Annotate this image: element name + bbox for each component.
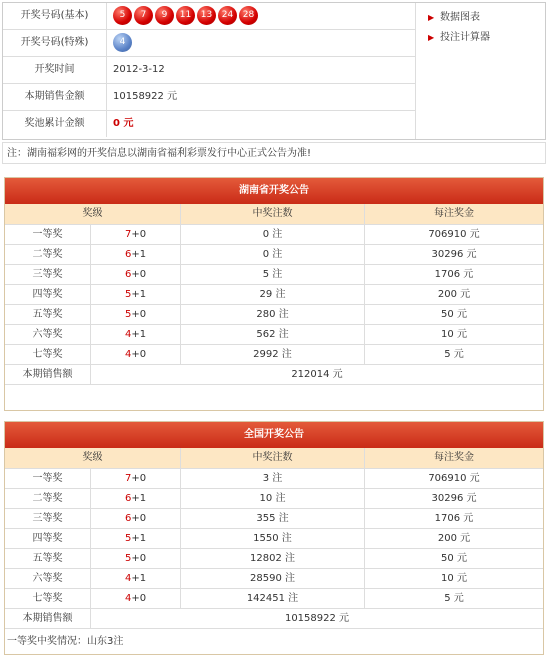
prize-amount: 706910 元 (428, 473, 480, 484)
match-rule: 5+0 (91, 549, 181, 568)
winner-count: 3 注 (181, 469, 365, 488)
sales-total-label: 本期销售额 (5, 609, 91, 628)
table-row (5, 548, 543, 568)
prize-amount: 30296 元 (431, 493, 477, 504)
match-rule: 5+0 (91, 305, 181, 324)
winner-count: 355 注 (181, 509, 365, 528)
table-row (5, 284, 543, 304)
red-ball: 24 (218, 6, 237, 25)
prize-amount: 10 元 (441, 329, 467, 340)
table-row (5, 468, 543, 488)
winner-count: 562 注 (181, 325, 365, 344)
header-level: 奖级 (5, 448, 181, 468)
special-number-label: 开奖号码(特殊) (3, 30, 107, 56)
match-rule: 5+1 (91, 285, 181, 304)
prize-level: 四等奖 (5, 285, 91, 304)
prize-level: 五等奖 (5, 549, 91, 568)
prize-level: 三等奖 (5, 509, 91, 528)
winner-count: 28590 注 (181, 569, 365, 588)
table-row (5, 244, 543, 264)
table-row (5, 224, 543, 244)
red-ball: 5 (113, 6, 132, 25)
prize-amount: 200 元 (437, 289, 471, 300)
table-footer (5, 384, 543, 410)
bet-calculator-link[interactable] (428, 31, 490, 45)
prize-amount: 5 元 (444, 593, 464, 604)
match-rule: 7+0 (91, 225, 181, 244)
triangle-right-icon: ▶ (428, 13, 435, 22)
prize-amount: 50 元 (441, 553, 467, 564)
prize-level: 七等奖 (5, 345, 91, 364)
winner-count: 1550 注 (181, 529, 365, 548)
table-header-row (5, 448, 543, 468)
basic-number-label: 开奖号码(基本) (3, 3, 107, 29)
match-rule: 4+1 (91, 569, 181, 588)
match-rule: 4+0 (91, 589, 181, 608)
sales-total-label: 本期销售额 (5, 365, 91, 384)
winner-count: 12802 注 (181, 549, 365, 568)
table-row (5, 568, 543, 588)
special-ball-wrap (113, 33, 134, 53)
table-row (5, 344, 543, 364)
table-row (5, 324, 543, 344)
match-rule: 6+0 (91, 265, 181, 284)
table-title: 湖南省开奖公告 (5, 178, 543, 204)
winner-count: 29 注 (181, 285, 365, 304)
prize-amount: 1706 元 (434, 513, 474, 524)
first-prize-winners-note: 一等奖中奖情况：山东3注 (5, 628, 543, 654)
table-row (5, 508, 543, 528)
basic-number-row (3, 3, 415, 30)
draw-time-row (3, 57, 415, 84)
match-rule: 4+0 (91, 345, 181, 364)
prize-level: 二等奖 (5, 245, 91, 264)
sales-total-row (5, 364, 543, 384)
pool-label: 奖池累计金额 (3, 111, 107, 137)
red-ball: 11 (176, 6, 195, 25)
winner-count: 0 注 (181, 245, 365, 264)
match-rule: 6+1 (91, 245, 181, 264)
header-count: 中奖注数 (181, 448, 365, 468)
header-level: 奖级 (5, 204, 181, 224)
winner-count: 142451 注 (181, 589, 365, 608)
prize-level: 三等奖 (5, 265, 91, 284)
sales-total-value: 212014 元 (291, 369, 343, 380)
match-rule: 7+0 (91, 469, 181, 488)
sales-value: 10158922 元 (113, 91, 178, 102)
prize-amount: 50 元 (441, 309, 467, 320)
match-rule: 6+1 (91, 489, 181, 508)
table-row (5, 488, 543, 508)
pool-value: 0 元 (113, 118, 134, 129)
basic-balls (113, 6, 260, 26)
winner-count: 5 注 (181, 265, 365, 284)
prize-amount: 1706 元 (434, 269, 474, 280)
prize-level: 五等奖 (5, 305, 91, 324)
draw-time-label: 开奖时间 (3, 57, 107, 83)
table-title: 全国开奖公告 (5, 422, 543, 448)
prize-amount: 5 元 (444, 349, 464, 360)
data-chart-link-label: 数据图表 (440, 12, 480, 23)
prize-amount: 30296 元 (431, 249, 477, 260)
data-chart-link[interactable] (428, 11, 480, 25)
table-row (5, 588, 543, 608)
table-row (5, 528, 543, 548)
red-ball: 9 (155, 6, 174, 25)
red-ball: 13 (197, 6, 216, 25)
sales-row (3, 84, 415, 111)
special-number-row (3, 30, 415, 57)
pool-row (3, 111, 415, 139)
prize-amount: 10 元 (441, 573, 467, 584)
match-rule: 6+0 (91, 509, 181, 528)
hunan-prize-table (4, 177, 544, 411)
prize-level: 一等奖 (5, 469, 91, 488)
draw-info-panel (2, 2, 546, 140)
sales-total-row (5, 608, 543, 628)
sales-label: 本期销售金额 (3, 84, 107, 110)
red-ball: 7 (134, 6, 153, 25)
winner-count: 280 注 (181, 305, 365, 324)
prize-level: 六等奖 (5, 325, 91, 344)
match-rule: 5+1 (91, 529, 181, 548)
prize-level: 六等奖 (5, 569, 91, 588)
table-header-row (5, 204, 543, 224)
triangle-right-icon: ▶ (428, 33, 435, 42)
red-ball: 28 (239, 6, 258, 25)
side-links (415, 3, 545, 139)
table-row (5, 304, 543, 324)
prize-level: 一等奖 (5, 225, 91, 244)
sales-total-value: 10158922 元 (284, 613, 350, 624)
blue-ball: 4 (113, 33, 132, 52)
prize-level: 四等奖 (5, 529, 91, 548)
header-count: 中奖注数 (181, 204, 365, 224)
winner-count: 0 注 (181, 225, 365, 244)
national-prize-table (4, 421, 544, 655)
bet-calculator-link-label: 投注计算器 (440, 32, 490, 43)
header-prize: 每注奖金 (434, 452, 474, 463)
prize-level: 二等奖 (5, 489, 91, 508)
prize-amount: 706910 元 (428, 229, 480, 240)
notice-text: 注：湖南福彩网的开奖信息以湖南省福利彩票发行中心正式公告为准! (2, 142, 546, 164)
header-prize: 每注奖金 (434, 208, 474, 219)
prize-level: 七等奖 (5, 589, 91, 608)
draw-time-value: 2012-3-12 (113, 64, 165, 75)
table-row (5, 264, 543, 284)
match-rule: 4+1 (91, 325, 181, 344)
winner-count: 2992 注 (181, 345, 365, 364)
prize-amount: 200 元 (437, 533, 471, 544)
winner-count: 10 注 (181, 489, 365, 508)
